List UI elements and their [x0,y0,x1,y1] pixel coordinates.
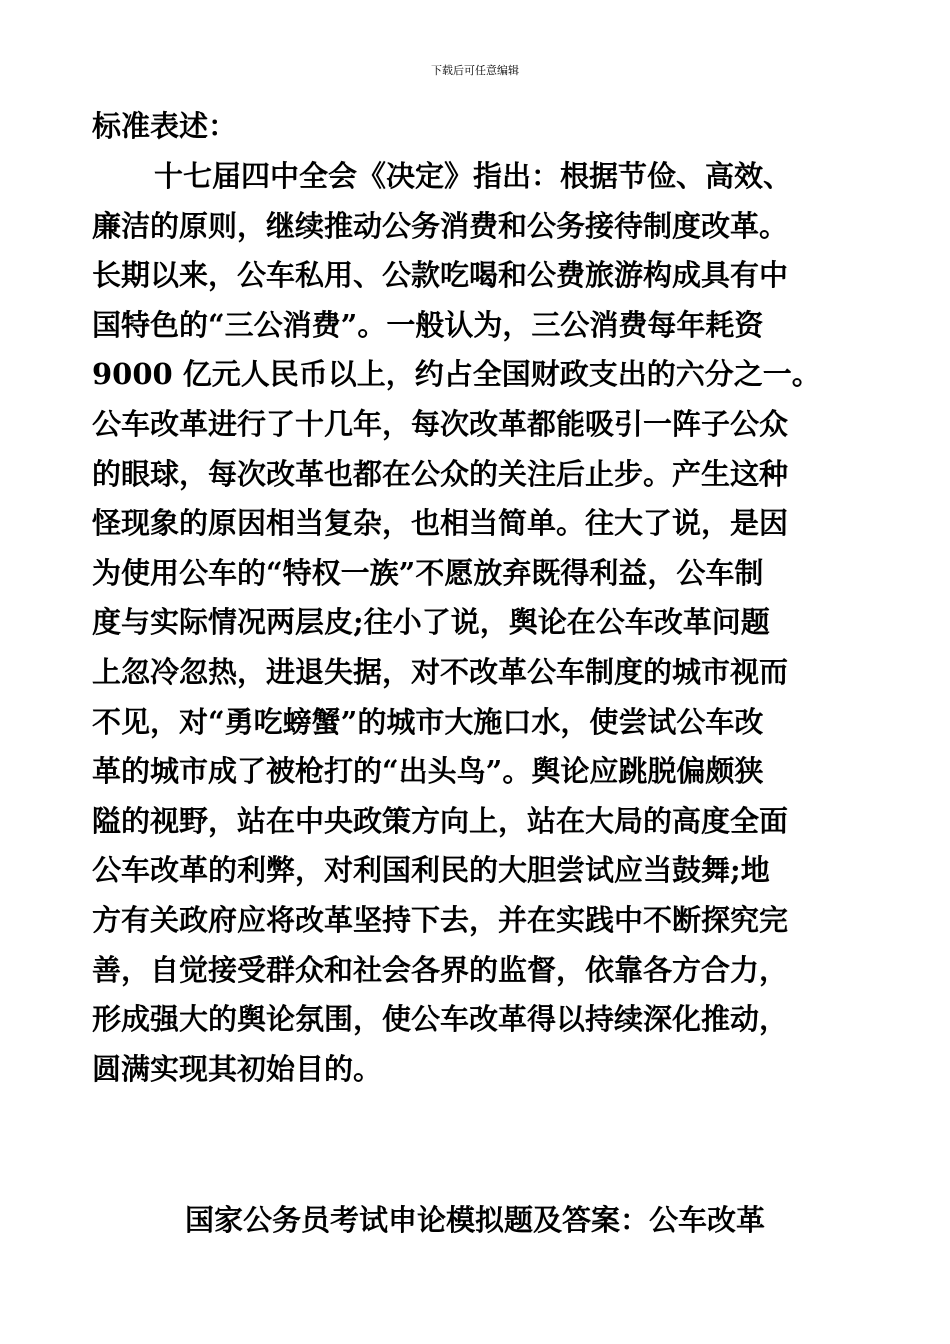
paragraph-line: 圆满实现其初始目的。 [92,1051,383,1086]
paragraph-line: 形成强大的舆论氛围，使公车改革得以持续深化推动， [92,1002,789,1037]
header-note: 下载后可任意编辑 [431,64,519,77]
paragraph-line: 上忽冷忽热，进退失据，对不改革公车制度的城市视而 [92,654,789,689]
paragraph-line: 善，自觉接受群众和社会各界的监督，依靠各方合力， [92,952,789,987]
paragraph-line: 公车改革的利弊，对利国利民的大胆尝试应当鼓舞;地 [92,853,770,888]
section-heading: 标准表述： [92,109,238,143]
paragraph-line: 方有关政府应将改革坚持下去，并在实践中不断探究完 [92,902,789,937]
paragraph-line: 的眼球，每次改革也都在公众的关注后止步。产生这种 [92,456,789,491]
paragraph-line: 公车改革进行了十几年，每次改革都能吸引一阵子公众 [92,406,789,441]
paragraph-line: 长期以来，公车私用、公款吃喝和公费旅游构成具有中 [92,258,789,293]
paragraph-line: 为使用公车的“特权一族”不愿放弃既得利益，公车制 [92,555,764,590]
paragraph-line: 隘的视野，站在中央政策方向上，站在大局的高度全面 [92,803,789,838]
paragraph-line: 十七届四中全会《决定》指出：根据节俭、高效、 [154,159,793,193]
paragraph-line: 国特色的“三公消费”。一般认为，三公消费每年耗资 [92,307,764,342]
paragraph-line: 廉洁的原则，继续推动公务消费和公务接待制度改革。 [92,208,789,243]
paragraph-line: 革的城市成了被枪打的“出头鸟”。舆论应跳脱偏颇狭 [92,754,764,789]
body-paragraph [92,156,872,1098]
paragraph-line: 怪现象的原因相当复杂，也相当简单。往大了说，是因 [92,506,789,541]
paragraph-line: 度与实际情况两层皮;往小了说，舆论在公车改革问题 [92,605,770,640]
paragraph-line: 不见，对“勇吃螃蟹”的城市大施口水，使尝试公车改 [92,704,764,739]
next-article-title: 国家公务员考试申论模拟题及答案：公车改革 [184,1203,765,1237]
paragraph-line: 9000 亿元人民币以上，约占全国财政支出的六分之一。 [92,357,821,392]
